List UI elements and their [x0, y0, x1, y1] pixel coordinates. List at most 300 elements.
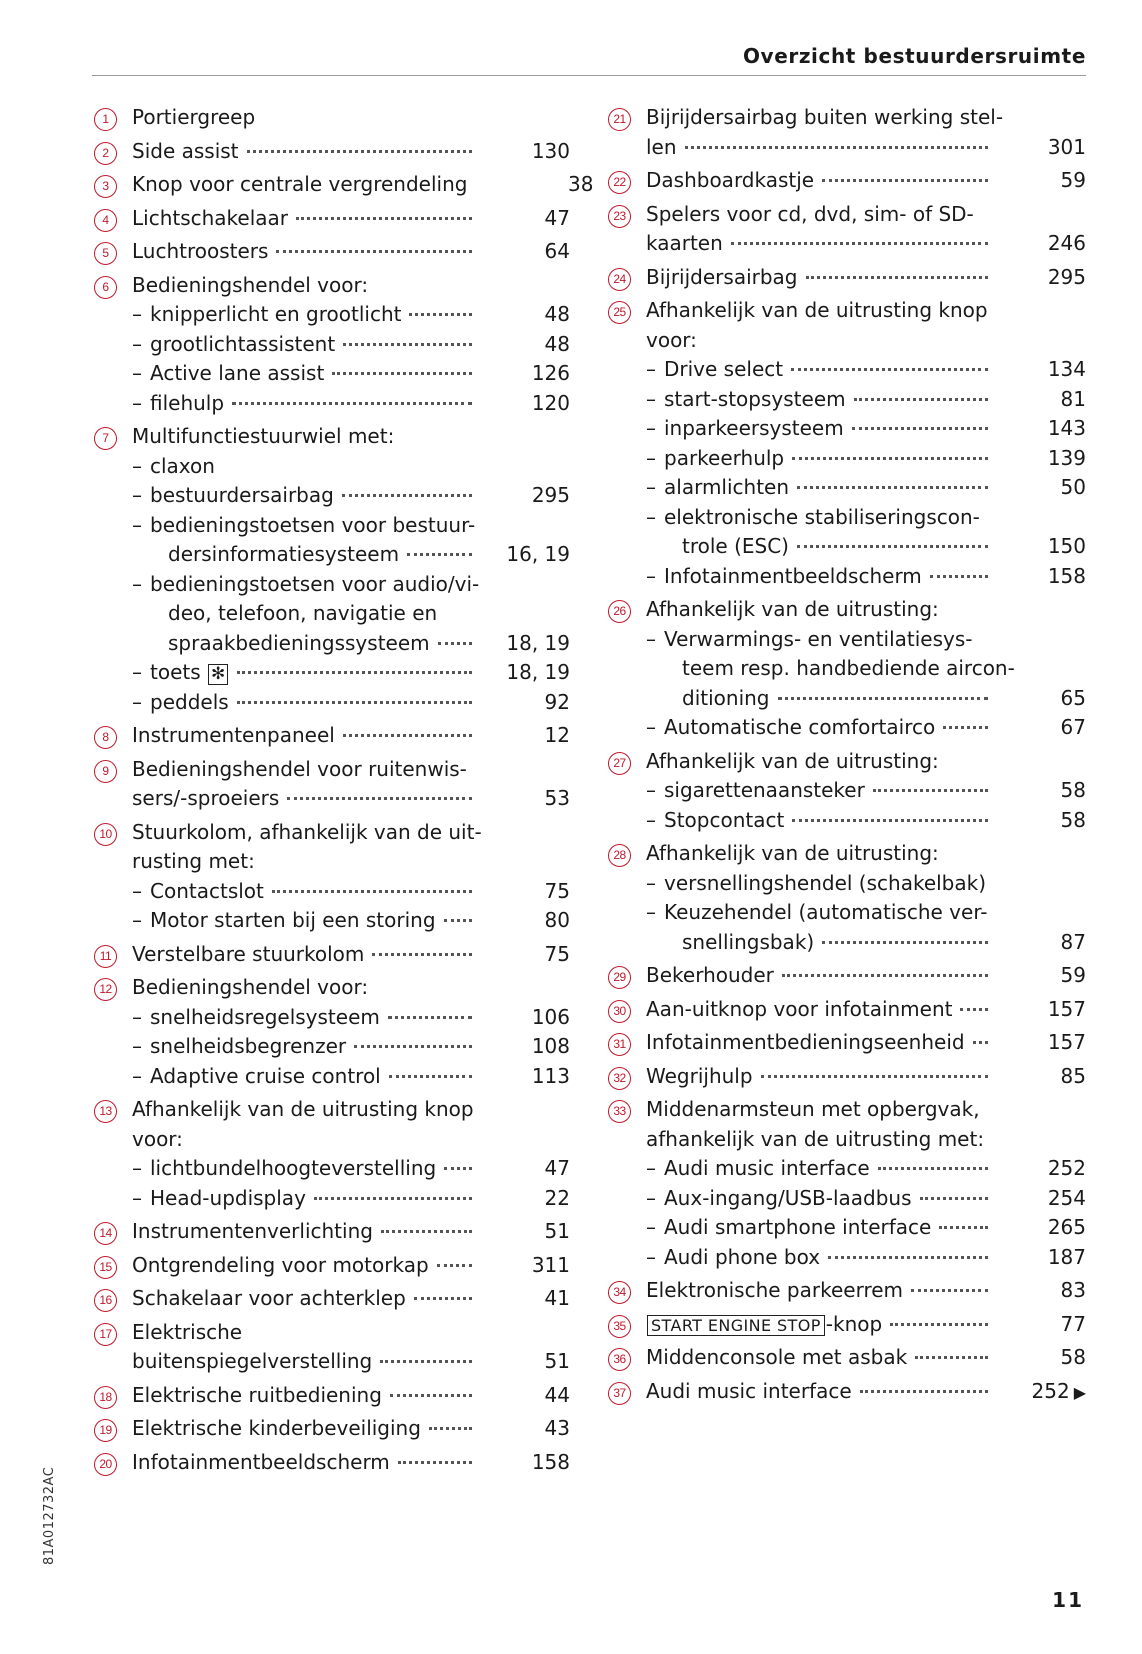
- sub-item-label: inparkeersysteem: [664, 416, 844, 440]
- item-label: Bedieningshendel voor:: [132, 272, 369, 297]
- item-label: Luchtroosters: [132, 239, 269, 263]
- list-item-30: [608, 995, 1086, 1025]
- item-label-continued: sers/-sproeiers: [132, 786, 280, 810]
- list-item-23: [608, 200, 1086, 259]
- leader-dots: [390, 1394, 472, 1397]
- page-reference[interactable]: 51: [544, 1349, 570, 1373]
- sub-item-label: Aux-ingang/USB-laadbus: [664, 1185, 912, 1210]
- leader-dots: [237, 701, 472, 704]
- item-number-badge: 18: [94, 1386, 117, 1409]
- page-reference[interactable]: 75: [544, 878, 570, 903]
- page-reference[interactable]: 59: [1060, 168, 1086, 192]
- item-label: Afhankelijk van de uitrusting knop: [646, 298, 988, 322]
- sub-item-label: Motor starten bij een storing: [150, 908, 436, 932]
- list-item-19: [94, 1414, 570, 1444]
- page-reference[interactable]: 134: [1047, 357, 1086, 381]
- page-reference[interactable]: 139: [1047, 445, 1086, 470]
- item-label: Elektrische kinderbeveiliging: [132, 1416, 421, 1440]
- list-item-24: [608, 263, 1086, 293]
- sub-item-label: Infotainmentbeeldscherm: [664, 563, 922, 588]
- leader-dots: [409, 313, 472, 316]
- item-number-badge: 34: [608, 1281, 631, 1304]
- item-label-continued: kaarten: [646, 231, 723, 255]
- item-number-badge: 27: [608, 752, 631, 775]
- item-label: -knop: [825, 1311, 883, 1336]
- asterisk-key-icon: ✻: [208, 664, 228, 685]
- page-reference[interactable]: 50: [1060, 475, 1086, 499]
- page-reference[interactable]: 108: [531, 1034, 570, 1058]
- page-reference[interactable]: 311: [531, 1252, 570, 1277]
- page-reference[interactable]: 120: [531, 390, 570, 415]
- sub-item: – toets ✻ 18, 19: [132, 658, 570, 688]
- item-number-badge: 36: [608, 1348, 631, 1371]
- item-label: Verstelbare stuurkolom: [132, 941, 365, 966]
- list-item-11: [94, 940, 570, 970]
- page-reference[interactable]: 53: [544, 786, 570, 810]
- list-item-9: [94, 755, 570, 814]
- page-reference[interactable]: 59: [1060, 963, 1086, 987]
- sub-item-label: Audi phone box: [664, 1244, 821, 1269]
- list-item-29: [608, 961, 1086, 991]
- sub-item-label: grootlichtassistent: [150, 331, 336, 356]
- list-item-26: [608, 595, 1086, 743]
- sub-item-label: lichtbundelhoogteverstelling: [150, 1156, 437, 1180]
- leader-dots: [414, 1297, 472, 1300]
- leader-dots: [873, 789, 988, 792]
- sub-item: – Automatische comfortairco 67: [646, 713, 1086, 743]
- item-label: Portiergreep: [132, 105, 256, 129]
- leader-dots: [890, 1323, 988, 1326]
- sub-item: – parkeerhulp 139: [646, 444, 1086, 474]
- page-number: 11: [1052, 1588, 1084, 1612]
- sub-item-label: elektronische stabiliseringscon-: [664, 504, 980, 529]
- sub-item-label-continued: snellingsbak): [682, 929, 815, 954]
- item-label: Bekerhouder: [646, 963, 774, 987]
- page-reference[interactable]: 254: [1047, 1185, 1086, 1210]
- page-reference[interactable]: 157: [1047, 1030, 1086, 1054]
- item-number-badge: 16: [94, 1289, 117, 1312]
- leader-dots: [782, 974, 988, 977]
- sub-item: – lichtbundelhoogteverstelling 47: [132, 1154, 570, 1184]
- leader-dots: [388, 1016, 472, 1019]
- page-reference[interactable]: 158: [531, 1449, 570, 1474]
- page-reference[interactable]: 18, 19: [506, 630, 570, 655]
- sub-item-label: Adaptive cruise control: [150, 1063, 381, 1088]
- sub-item-label: sigarettenaansteker: [664, 778, 865, 802]
- leader-dots: [852, 427, 988, 430]
- sub-item-label: Head-updisplay: [150, 1185, 306, 1210]
- item-number-badge: 13: [94, 1100, 117, 1123]
- sub-item: – knipperlicht en grootlicht 48: [132, 300, 570, 330]
- list-item-17: [94, 1318, 570, 1377]
- list-item-35: [608, 1310, 1086, 1340]
- item-number-badge: 3: [94, 175, 117, 198]
- list-item-13: [94, 1095, 570, 1213]
- item-label: Lichtschakelaar: [132, 205, 289, 230]
- list-item-27: [608, 747, 1086, 836]
- sub-item-label: snelheidsregelsysteem: [150, 1004, 380, 1029]
- item-number-badge: 1: [94, 108, 117, 131]
- leader-dots: [343, 734, 472, 737]
- page-reference[interactable]: 41: [544, 1286, 570, 1310]
- item-label: Side assist: [132, 138, 239, 163]
- item-label: Wegrijhulp: [646, 1063, 753, 1088]
- item-label: Elektrische ruitbediening: [132, 1382, 382, 1407]
- leader-dots: [380, 1360, 472, 1363]
- sub-item: – bedieningstoetsen voor bestuur- dersinformatiesysteem 16, 19: [132, 511, 570, 570]
- sub-item: – elektronische stabiliseringscon- trole (ESC) 150: [646, 503, 1086, 562]
- sub-item: – alarmlichten 50: [646, 473, 1086, 503]
- leader-dots: [247, 150, 472, 153]
- leader-dots: [276, 250, 472, 253]
- page-title: Overzicht bestuurdersruimte: [742, 44, 1086, 68]
- sub-item-label: Keuzehendel (automatische ver-: [664, 900, 988, 924]
- sub-item-label: Active lane assist: [150, 361, 325, 385]
- leader-dots: [407, 553, 472, 556]
- sub-item: – Motor starten bij een storing 80: [132, 906, 570, 936]
- page-reference[interactable]: 85: [1060, 1063, 1086, 1088]
- list-item-10: [94, 818, 570, 936]
- sub-item: – Stopcontact 58: [646, 806, 1086, 836]
- item-label: Schakelaar voor achterklep: [132, 1286, 406, 1310]
- page-reference[interactable]: 75: [544, 941, 570, 966]
- sub-item-label: filehulp: [150, 390, 225, 415]
- list-item-8: [94, 721, 570, 751]
- item-label: Afhankelijk van de uitrusting:: [646, 748, 939, 773]
- item-number-badge: 37: [608, 1382, 631, 1405]
- item-number-badge: 14: [94, 1222, 117, 1245]
- sub-item-label: Contactslot: [150, 878, 264, 903]
- sub-item-label: Drive select: [664, 357, 784, 381]
- item-number-badge: 11: [94, 945, 117, 968]
- sub-item-label: alarmlichten: [664, 475, 790, 499]
- page-reference[interactable]: 157: [1047, 996, 1086, 1021]
- item-number-badge: 32: [608, 1067, 631, 1090]
- page-reference[interactable]: 58: [1060, 1345, 1086, 1369]
- page-reference[interactable]: 130: [531, 138, 570, 163]
- list-item-25: [608, 296, 1086, 591]
- page-reference[interactable]: 295: [1047, 264, 1086, 289]
- sub-item-label: Verwarmings- en ventilatiesys-: [664, 626, 973, 651]
- item-label: Dashboardkastje: [646, 168, 815, 192]
- leader-dots: [797, 545, 988, 548]
- item-label: Bedieningshendel voor ruitenwis-: [132, 756, 467, 781]
- leader-dots: [822, 941, 988, 944]
- leader-dots: [828, 1256, 988, 1259]
- item-label: Spelers voor cd, dvd, sim- of SD-: [646, 201, 974, 226]
- page-reference[interactable]: 43: [544, 1416, 570, 1440]
- page-reference[interactable]: 81: [1060, 386, 1086, 411]
- page-reference[interactable]: 265: [1047, 1215, 1086, 1239]
- item-label-continued: len: [646, 134, 677, 159]
- list-item-16: [94, 1284, 570, 1314]
- item-number-badge: 19: [94, 1419, 117, 1442]
- item-label: Elektronische parkeerrem: [646, 1278, 904, 1302]
- page-reference[interactable]: 83: [1060, 1278, 1086, 1302]
- sub-item: – inparkeersysteem 143: [646, 414, 1086, 444]
- sub-item: – versnellingshendel (schakelbak): [646, 869, 1086, 899]
- sub-item: – Active lane assist 126: [132, 359, 570, 389]
- leader-dots: [685, 146, 988, 149]
- page-reference[interactable]: 18, 19: [506, 660, 570, 684]
- item-number-badge: 7: [94, 427, 117, 450]
- sub-item-label: Automatische comfortairco: [664, 715, 936, 739]
- leader-dots: [878, 1167, 988, 1170]
- document-code: 81A012732AC: [42, 1466, 57, 1565]
- sub-item-label-continued: trole (ESC): [682, 534, 789, 558]
- leader-dots: [792, 457, 988, 460]
- item-number-badge: 15: [94, 1256, 117, 1279]
- item-number-badge: 8: [94, 726, 117, 749]
- item-number-badge: 35: [608, 1315, 631, 1338]
- page-reference[interactable]: 77: [1060, 1311, 1086, 1336]
- sub-item-label: Audi smartphone interface: [664, 1215, 932, 1239]
- continue-arrow-icon: ▶: [1073, 1382, 1086, 1402]
- item-label: Stuurkolom, afhankelijk van de uit-: [132, 819, 482, 844]
- page-reference[interactable]: 64: [544, 239, 570, 263]
- page-reference[interactable]: 113: [531, 1063, 570, 1088]
- item-number-badge: 31: [608, 1033, 631, 1056]
- item-label: Aan-uitknop voor infotainment: [646, 996, 953, 1021]
- leader-dots: [237, 671, 472, 674]
- item-label: Afhankelijk van de uitrusting:: [646, 597, 939, 621]
- sub-item: – Drive select 134: [646, 355, 1086, 385]
- page-reference[interactable]: 87: [1060, 929, 1086, 954]
- list-item-12: [94, 973, 570, 1091]
- sub-item: – Adaptive cruise control 113: [132, 1062, 570, 1092]
- page-reference[interactable]: 58: [1060, 807, 1086, 832]
- sub-item-label: start-stopsysteem: [664, 386, 846, 411]
- sub-item-label: snelheidsbegrenzer: [150, 1034, 347, 1058]
- leader-dots: [354, 1045, 472, 1048]
- sub-item-label: toets: [150, 660, 201, 684]
- item-label: Bijrijdersairbag buiten werking stel-: [646, 105, 1004, 129]
- index-column-left: [94, 103, 594, 1481]
- page-reference[interactable]: 51: [544, 1219, 570, 1243]
- sub-item-label-continued: ditioning: [682, 685, 770, 710]
- item-number-badge: 23: [608, 205, 631, 228]
- item-number-badge: 9: [94, 760, 117, 783]
- leader-dots: [342, 494, 472, 497]
- leader-dots: [920, 1197, 988, 1200]
- sub-item: – Head-updisplay 22: [132, 1184, 570, 1214]
- sub-item: – Keuzehendel (automatische ver- snellingsbak) 87: [646, 898, 1086, 957]
- header-divider: [92, 75, 1086, 76]
- sub-item-label-continued: spraakbedieningssysteem: [168, 630, 430, 655]
- leader-dots: [444, 1167, 472, 1170]
- list-item-32: [608, 1062, 1086, 1092]
- list-item-31: [608, 1028, 1086, 1058]
- list-item-5: [94, 237, 570, 267]
- sub-item: – peddels 92: [132, 688, 570, 718]
- sub-item: – Infotainmentbeeldscherm 158: [646, 562, 1086, 592]
- list-item-20: [94, 1448, 570, 1478]
- leader-dots: [797, 486, 988, 489]
- list-item-21: [608, 103, 1086, 162]
- sub-item: – claxon: [132, 452, 570, 482]
- item-label: Multifunctiestuurwiel met:: [132, 424, 395, 448]
- page-reference[interactable]: 48: [544, 302, 570, 326]
- leader-dots: [287, 797, 472, 800]
- page-reference[interactable]: 22: [544, 1185, 570, 1210]
- leader-dots: [778, 697, 989, 700]
- list-item-7: [94, 422, 570, 717]
- sub-item: – Aux-ingang/USB-laadbus 254: [646, 1184, 1086, 1214]
- sub-item: – snelheidsregelsysteem 106: [132, 1003, 570, 1033]
- leader-dots: [438, 642, 472, 645]
- sub-item: – Audi music interface 252: [646, 1154, 1086, 1184]
- leader-dots: [854, 398, 988, 401]
- index-column-right: [608, 103, 1086, 1411]
- leader-dots: [389, 1075, 472, 1078]
- leader-dots: [930, 575, 988, 578]
- list-item-33: [608, 1095, 1086, 1272]
- page-reference[interactable]: 48: [544, 331, 570, 356]
- page-reference[interactable]: 65: [1060, 685, 1086, 710]
- list-item-28: [608, 839, 1086, 957]
- list-item-14: [94, 1217, 570, 1247]
- sub-item-label: bedieningstoetsen voor bestuur-: [150, 512, 476, 537]
- item-number-badge: 17: [94, 1323, 117, 1346]
- list-item-18: [94, 1381, 570, 1411]
- list-item-1: [94, 103, 570, 133]
- leader-dots: [915, 1356, 988, 1359]
- list-item-3: [94, 170, 594, 200]
- page-reference[interactable]: 38: [568, 172, 594, 196]
- page-reference[interactable]: 246: [1047, 231, 1086, 255]
- page-reference[interactable]: 16, 19: [506, 542, 570, 566]
- page-reference[interactable]: 106: [531, 1004, 570, 1029]
- page-reference[interactable]: 67: [1060, 715, 1086, 739]
- item-label: Afhankelijk van de uitrusting:: [646, 841, 939, 865]
- list-item-4: [94, 204, 570, 234]
- page-reference[interactable]: 252: [1047, 1156, 1086, 1180]
- item-label-continued: buitenspiegelverstelling: [132, 1349, 373, 1373]
- page-reference[interactable]: 92: [544, 689, 570, 714]
- leader-dots: [332, 372, 472, 375]
- item-number-badge: 28: [608, 844, 631, 867]
- list-item-36: [608, 1343, 1086, 1373]
- list-item-34: [608, 1276, 1086, 1306]
- leader-dots: [960, 1008, 988, 1011]
- item-number-badge: 12: [94, 978, 117, 1001]
- item-number-badge: 6: [94, 276, 117, 299]
- leader-dots: [232, 402, 472, 405]
- item-label-continued: voor:: [132, 1126, 183, 1151]
- item-label: Bijrijdersairbag: [646, 264, 798, 289]
- page-reference[interactable]: 301: [1047, 134, 1086, 159]
- leader-dots: [791, 368, 988, 371]
- list-item-37: [608, 1377, 1086, 1408]
- item-number-badge: 5: [94, 242, 117, 265]
- sub-item-label-continued: dersinformatiesysteem: [168, 542, 400, 566]
- page-reference[interactable]: [996, 1377, 1086, 1408]
- leader-dots: [372, 953, 472, 956]
- sub-item: – Audi smartphone interface 265: [646, 1213, 1086, 1243]
- sub-item: – bedieningstoetsen voor audio/vi- deo, telefoon, navigatie en spraakbedieningssysteem 18, 19: [132, 570, 570, 659]
- item-label: Instrumentenverlichting: [132, 1219, 373, 1243]
- sub-item-label: Stopcontact: [664, 807, 785, 832]
- leader-dots: [973, 1041, 988, 1044]
- leader-dots: [437, 1264, 472, 1267]
- page-reference[interactable]: 143: [1047, 416, 1086, 440]
- leader-dots: [272, 890, 472, 893]
- page-reference[interactable]: 58: [1060, 778, 1086, 802]
- leader-dots: [761, 1075, 988, 1078]
- leader-dots: [429, 1427, 472, 1430]
- page-reference[interactable]: 12: [544, 723, 570, 747]
- item-label: Elektrische: [132, 1319, 243, 1344]
- page-reference[interactable]: 47: [544, 1156, 570, 1180]
- leader-dots: [911, 1289, 988, 1292]
- sub-item-label: Audi music interface: [664, 1156, 870, 1180]
- page-reference-number[interactable]: 252: [1031, 1378, 1070, 1403]
- item-label: Ontgrendeling voor motorkap: [132, 1252, 429, 1277]
- leader-dots: [860, 1390, 988, 1393]
- sub-item-label-continued: deo, telefoon, navigatie en: [168, 601, 438, 625]
- item-label: Bedieningshendel voor:: [132, 975, 369, 999]
- page-reference[interactable]: 158: [1047, 563, 1086, 588]
- sub-item: – grootlichtassistent 48: [132, 330, 570, 360]
- item-label: Afhankelijk van de uitrusting knop: [132, 1097, 474, 1121]
- item-number-badge: 29: [608, 966, 631, 989]
- leader-dots: [398, 1461, 472, 1464]
- sub-item-label: versnellingshendel (schakelbak): [664, 870, 987, 895]
- item-number-badge: 26: [608, 600, 631, 623]
- sub-item-label: knipperlicht en grootlicht: [150, 302, 402, 326]
- item-label: Infotainmentbedieningseenheid: [646, 1030, 965, 1054]
- leader-dots: [444, 919, 472, 922]
- start-engine-stop-key-icon: START ENGINE STOP: [647, 1315, 825, 1336]
- sub-item: – Audi phone box 187: [646, 1243, 1086, 1273]
- item-label: Middenarmsteun met opbergvak,: [646, 1097, 980, 1121]
- page-reference[interactable]: 44: [544, 1382, 570, 1407]
- page-reference[interactable]: 187: [1047, 1244, 1086, 1269]
- page-reference[interactable]: 80: [544, 908, 570, 932]
- page-reference[interactable]: 126: [531, 361, 570, 385]
- sub-item: – snelheidsbegrenzer 108: [132, 1032, 570, 1062]
- sub-item: – bestuurdersairbag 295: [132, 481, 570, 511]
- item-label-continued: voor:: [646, 327, 697, 352]
- sub-item: – Contactslot 75: [132, 877, 570, 907]
- item-label: Instrumentenpaneel: [132, 723, 335, 747]
- item-number-badge: 21: [608, 108, 631, 131]
- item-number-badge: 25: [608, 301, 631, 324]
- leader-dots: [943, 726, 988, 729]
- item-label-continued: afhankelijk van de uitrusting met:: [646, 1126, 985, 1151]
- item-number-badge: 4: [94, 209, 117, 232]
- leader-dots: [806, 276, 989, 279]
- leader-dots: [296, 217, 472, 220]
- sub-item: – Verwarmings- en ventilatiesys- teem resp. handbediende aircon- ditioning 65: [646, 625, 1086, 714]
- list-item-2: [94, 137, 570, 167]
- sub-item-label: peddels: [150, 689, 229, 714]
- item-number-badge: 30: [608, 1000, 631, 1023]
- page-reference[interactable]: 150: [1047, 534, 1086, 558]
- page-reference[interactable]: 47: [544, 205, 570, 230]
- sub-item: – filehulp 120: [132, 389, 570, 419]
- sub-item-label: claxon: [150, 453, 215, 478]
- leader-dots: [343, 343, 472, 346]
- leader-dots: [939, 1226, 988, 1229]
- list-item-6: [94, 271, 570, 419]
- item-label-continued: rusting met:: [132, 849, 255, 873]
- page-reference[interactable]: 295: [531, 483, 570, 507]
- item-label: Audi music interface: [646, 1378, 852, 1403]
- sub-item-label-continued: teem resp. handbediende aircon-: [682, 656, 1015, 680]
- leader-dots: [792, 819, 988, 822]
- item-number-badge: 33: [608, 1100, 631, 1123]
